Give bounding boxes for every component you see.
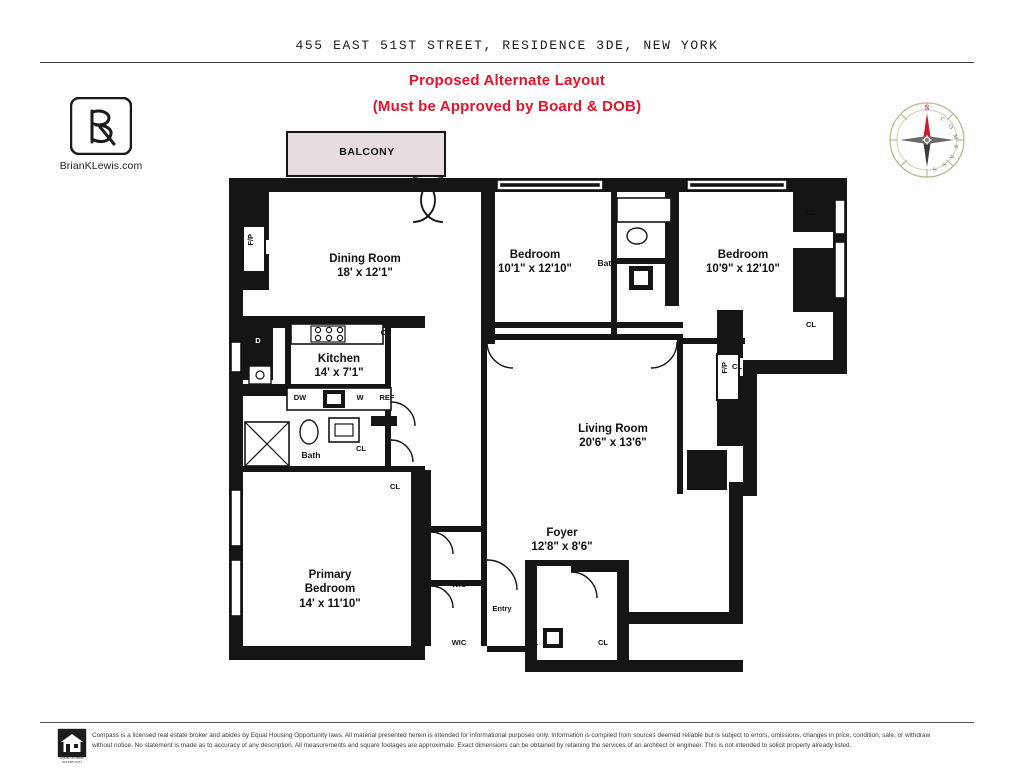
entry-label: Entry bbox=[492, 604, 512, 613]
appliance-refrigerator-label: REF bbox=[379, 393, 395, 402]
svg-text:O: O bbox=[946, 123, 954, 131]
page-title: 455 EAST 51ST STREET, RESIDENCE 3DE, NEW YORK bbox=[295, 38, 719, 53]
closet-label-5: CL bbox=[390, 482, 400, 491]
room-dimensions: 12'8" x 8'6" bbox=[531, 541, 593, 554]
room-name: Kitchen bbox=[317, 353, 361, 365]
room-dimensions: 14' x 11'10" bbox=[299, 597, 361, 610]
room-dimensions: 20'6" x 13'6" bbox=[579, 437, 647, 450]
disclaimer-text: Compass is a licensed real estate broker and abides by Equal Housing Opportunity laws. All material presented herein is intended for informational purposes only. Information is compiled from sources deemed reliable but is subject to errors, omissions, changes in price, condition, sale, or withdraw without notice. No statement is made as to accuracy of any description. All measurements and square footages are approximate. Exact dimensions can be obtained by retaining the services of an architect or engineer. This is not intended to solicit property already listed. bbox=[92, 732, 931, 749]
closet-label-3: CL bbox=[732, 362, 742, 371]
fireplace-label-1: F/P bbox=[246, 234, 255, 246]
balcony-label: BALCONY bbox=[339, 146, 395, 158]
room-name: Dining Room bbox=[329, 253, 401, 265]
closet-label-6: CL bbox=[528, 638, 538, 647]
room-name: Bedroom bbox=[717, 249, 769, 261]
closet-label-1: CL bbox=[806, 208, 816, 217]
room-primary-bedroom bbox=[265, 568, 395, 611]
room-name: Living Room bbox=[578, 423, 648, 435]
svg-text:C: C bbox=[938, 115, 946, 124]
appliance-dryer-label: D bbox=[255, 336, 261, 345]
wic-label-1: WIC bbox=[451, 580, 467, 589]
appliance-oven-label: OV bbox=[380, 328, 392, 337]
svg-text:S: S bbox=[940, 160, 948, 168]
room-name: Bedroom bbox=[509, 249, 561, 261]
room-dimensions: 10'1" x 12'10" bbox=[498, 263, 572, 276]
brand-caption: BrianKLewis.com bbox=[59, 160, 143, 172]
closet-label-4: CL bbox=[356, 444, 366, 453]
fireplace-label-2: F/P bbox=[720, 362, 729, 374]
room-foyer bbox=[497, 526, 627, 555]
room-dimensions: 10'9" x 12'10" bbox=[706, 263, 780, 276]
room-name: Foyer bbox=[546, 527, 578, 539]
header-divider bbox=[40, 62, 974, 63]
wic-label-2: WIC bbox=[451, 638, 467, 647]
subtitle-line-1: Proposed Alternate Layout bbox=[408, 72, 606, 89]
compass-rose-icon bbox=[882, 95, 972, 185]
svg-text:S: S bbox=[931, 165, 938, 173]
bath-label-lower: Bath bbox=[301, 450, 321, 460]
appliance-dishwasher-label: DW bbox=[293, 393, 307, 402]
brand-logo-icon bbox=[70, 97, 132, 155]
svg-text:M: M bbox=[951, 133, 959, 141]
closet-label-2: CL bbox=[806, 320, 816, 329]
closet-label-7: CL bbox=[598, 638, 608, 647]
svg-text:P: P bbox=[951, 144, 958, 149]
room-name-line-1: Primary bbox=[308, 569, 352, 581]
floor-plan-drawing bbox=[225, 130, 850, 690]
footer-divider bbox=[40, 722, 974, 723]
room-bedroom-2 bbox=[683, 248, 803, 277]
bath-label-upper: Bath bbox=[597, 258, 617, 268]
svg-text:N: N bbox=[924, 104, 930, 112]
appliance-washer-label: W bbox=[356, 393, 364, 402]
room-bedroom-1 bbox=[475, 248, 595, 277]
eho-caption: EQUAL HOUSING OPPORTUNITY bbox=[60, 756, 84, 764]
room-dining-room bbox=[295, 252, 435, 281]
room-living-room bbox=[543, 422, 683, 451]
svg-text:A: A bbox=[947, 153, 955, 160]
room-kitchen bbox=[279, 352, 399, 381]
room-name-line-2: Bedroom bbox=[304, 583, 356, 596]
room-dimensions: 18' x 12'1" bbox=[337, 267, 393, 280]
room-dimensions: 14' x 7'1" bbox=[314, 367, 364, 380]
subtitle-line-2: (Must be Approved by Board & DOB) bbox=[372, 98, 642, 115]
